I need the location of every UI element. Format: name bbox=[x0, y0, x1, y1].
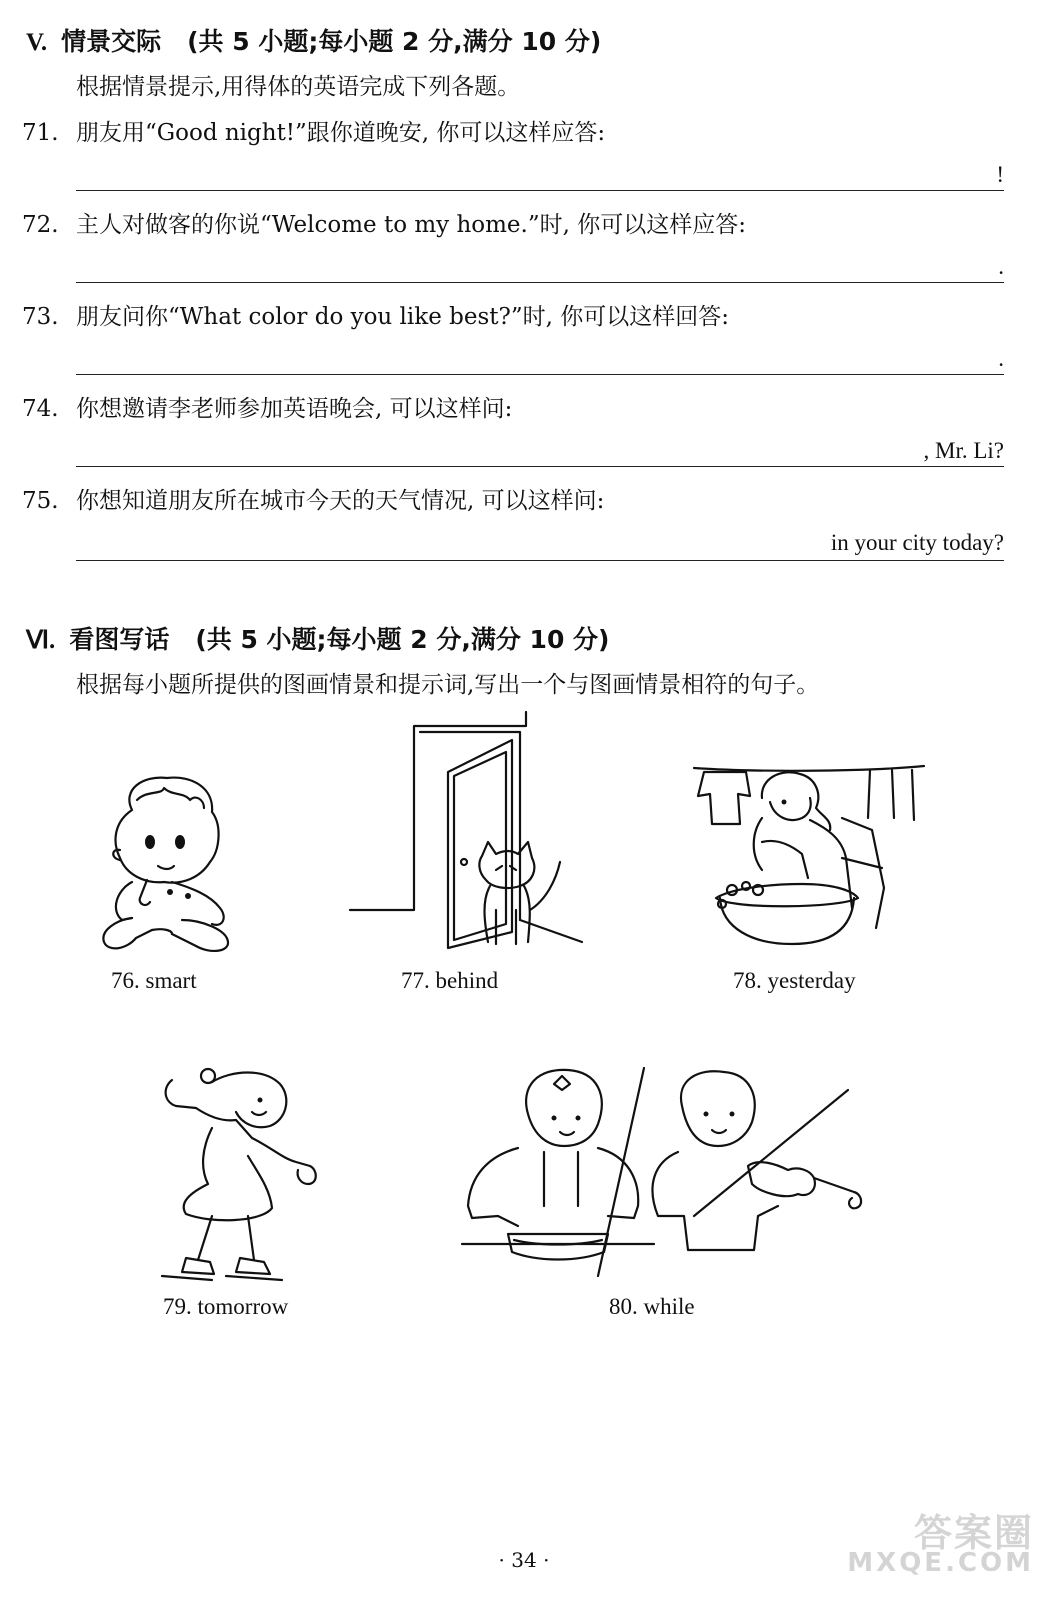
answer-tail-74: , Mr. Li? bbox=[923, 438, 1004, 463]
picture-76-label: 76. smart bbox=[111, 968, 197, 993]
page-number: · 34 · bbox=[498, 1548, 550, 1572]
question-number: 74. bbox=[22, 396, 59, 422]
answer-tail-71: ! bbox=[996, 162, 1004, 187]
picture-77-label: 77. behind bbox=[401, 968, 499, 993]
cat-behind-door-drawing bbox=[346, 710, 586, 955]
question-text: 你想知道朋友所在城市今天的天气情况, 可以这样问: bbox=[76, 488, 605, 514]
picture-78-label: 78. yesterday bbox=[733, 968, 856, 993]
section-5-instruction: 根据情景提示,用得体的英语完成下列各题。 bbox=[76, 74, 521, 100]
question-number: 73. bbox=[22, 304, 59, 330]
answer-line-74[interactable] bbox=[76, 466, 1004, 467]
cake-and-violin-drawing bbox=[458, 1066, 878, 1286]
answer-line-72[interactable] bbox=[76, 282, 1004, 283]
question-71 bbox=[22, 114, 605, 147]
watermark-logo: 答案圈 bbox=[913, 1511, 1034, 1555]
answer-tail-75: in your city today? bbox=[830, 530, 1004, 555]
answer-tail-72: . bbox=[998, 254, 1004, 279]
question-74 bbox=[22, 390, 512, 423]
section-6-instruction: 根据每小题所提供的图画情景和提示词,写出一个与图画情景相符的句子。 bbox=[76, 672, 820, 698]
picture-80-label: 80. while bbox=[609, 1294, 695, 1319]
question-text: 主人对做客的你说“Welcome to my home.”时, 你可以这样应答: bbox=[76, 212, 746, 238]
answer-line-75[interactable] bbox=[76, 560, 1004, 561]
section-6-score: (共 5 小题;每小题 2 分,满分 10 分) bbox=[195, 625, 610, 654]
answer-tail-73: . bbox=[998, 346, 1004, 371]
question-text: 朋友问你“What color do you like best?”时, 你可以这样回答: bbox=[76, 304, 729, 330]
answer-line-71[interactable] bbox=[76, 190, 1004, 191]
question-75 bbox=[22, 482, 604, 515]
girl-skating-drawing bbox=[152, 1062, 332, 1282]
question-73 bbox=[22, 298, 729, 331]
section-6-title: 看图写话 bbox=[69, 625, 170, 654]
section-5-number: V. bbox=[26, 29, 48, 56]
question-text: 朋友用“Good night!”跟你道晚安, 你可以这样应答: bbox=[76, 120, 606, 146]
question-number: 71. bbox=[22, 120, 59, 146]
question-number: 75. bbox=[22, 488, 59, 514]
question-number: 72. bbox=[22, 212, 59, 238]
section-6-header bbox=[26, 620, 609, 656]
question-72 bbox=[22, 206, 746, 239]
baby-drawing bbox=[92, 770, 242, 955]
section-6-number: Ⅵ. bbox=[26, 627, 56, 654]
picture-79-label: 79. tomorrow bbox=[163, 1294, 289, 1319]
question-text: 你想邀请李老师参加英语晚会, 可以这样问: bbox=[76, 396, 513, 422]
section-5-title: 情景交际 bbox=[61, 27, 162, 56]
answer-line-73[interactable] bbox=[76, 374, 1004, 375]
girl-washing-clothes-drawing bbox=[692, 758, 927, 958]
section-5-header bbox=[26, 22, 601, 58]
watermark-url: MXQE.COM bbox=[847, 1548, 1034, 1578]
section-5-score: (共 5 小题;每小题 2 分,满分 10 分) bbox=[187, 27, 602, 56]
